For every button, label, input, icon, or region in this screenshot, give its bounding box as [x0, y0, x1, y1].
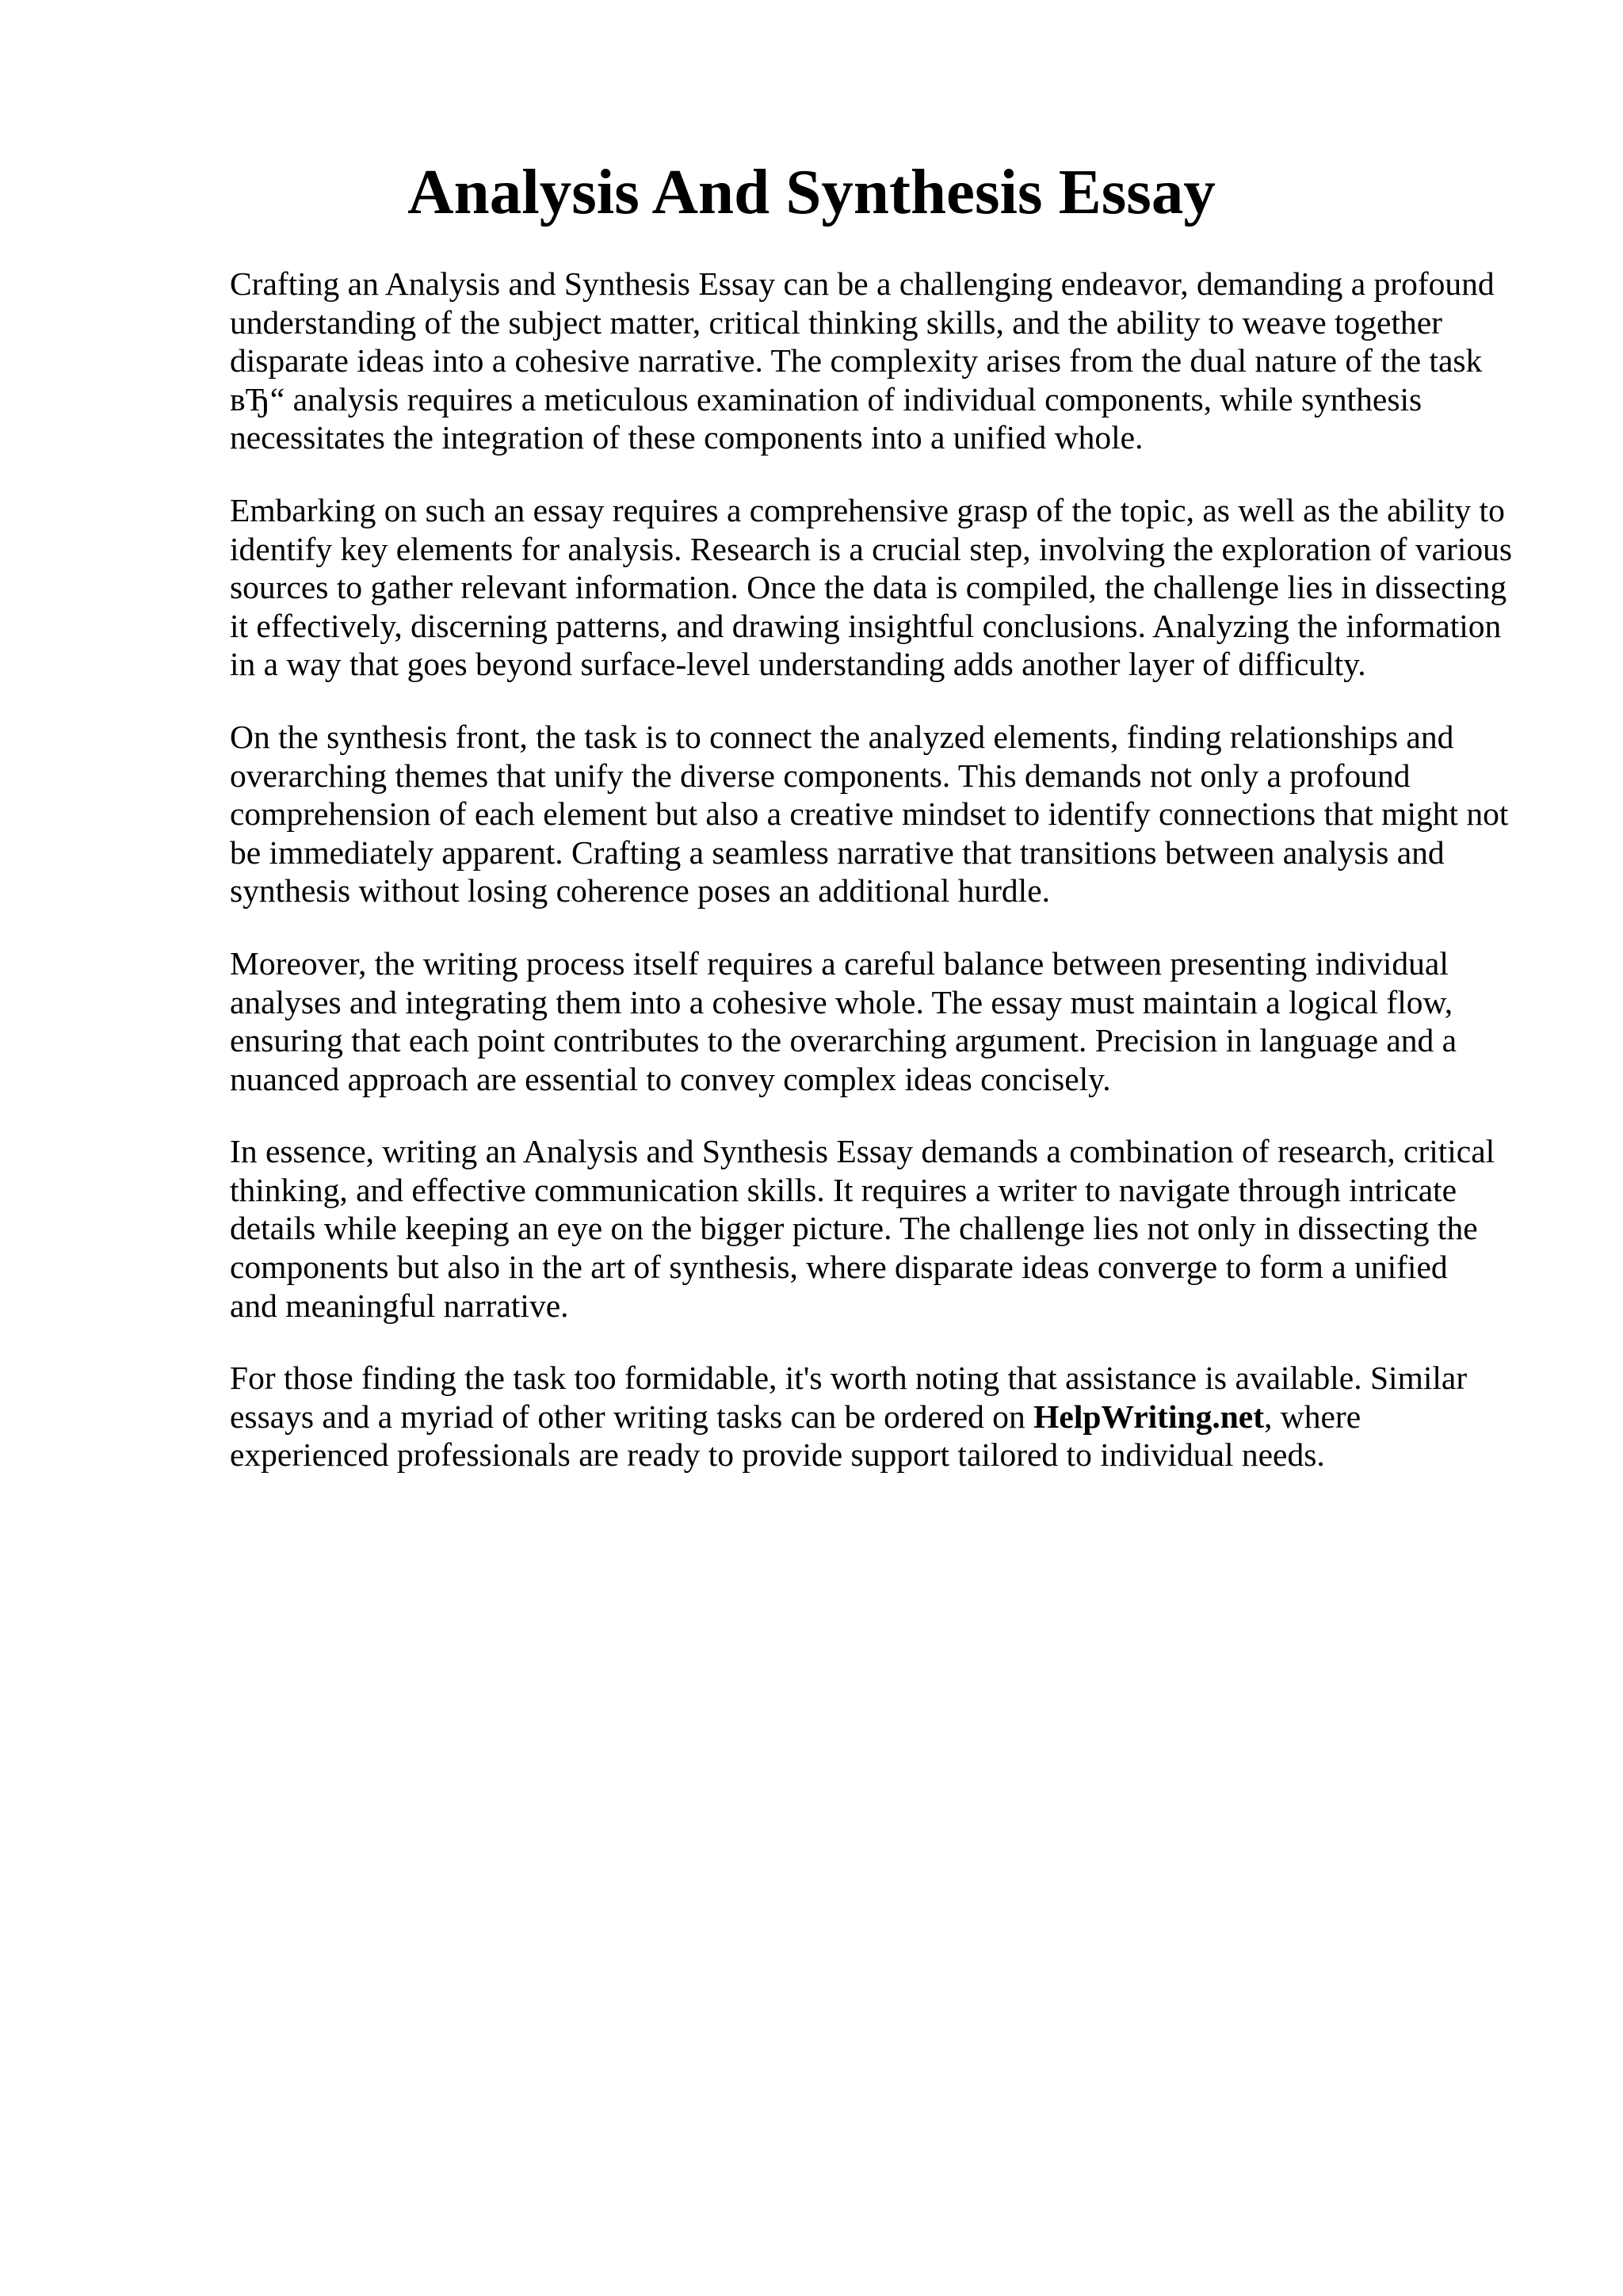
paragraph-line: and meaningful narrative. [230, 1287, 569, 1324]
paragraph-line: In essence, writing an Analysis and Synthesis Essay demands a combination of research, critical [230, 1133, 1495, 1170]
paragraph-line: comprehension of each element but also a creative mindset to identify connections that might not [230, 795, 1509, 833]
paragraph-line: Crafting an Analysis and Synthesis Essay can be a challenging endeavor, demanding a profound [230, 265, 1495, 302]
paragraph-line: in a way that goes beyond surface-level understanding adds another layer of difficulty. [230, 646, 1366, 683]
paragraph-line: nuanced approach are essential to convey complex ideas concisely. [230, 1060, 1111, 1097]
paragraph-line: On the synthesis front, the task is to connect the analyzed elements, finding relationships and [230, 718, 1454, 755]
paragraph-1 [230, 265, 1514, 457]
paragraph-2 [230, 491, 1514, 684]
closing-text-before-link: essays and a myriad of other writing tasks can be ordered on [230, 1398, 1034, 1435]
paragraph-4 [230, 944, 1514, 1098]
paragraph-3 [230, 718, 1514, 910]
paragraph-5 [230, 1132, 1514, 1325]
paragraph-line: experienced professionals are ready to provide support tailored to individual needs. [230, 1436, 1325, 1474]
paragraph-line: components but also in the art of synthesis, where disparate ideas converge to form a unified [230, 1249, 1448, 1286]
paragraph-line: details while keeping an eye on the bigger picture. The challenge lies not only in dissecting the [230, 1210, 1478, 1247]
closing-text-after-link: , where [1264, 1398, 1361, 1435]
paragraph-line [230, 1398, 1514, 1436]
paragraph-line: вЂ“ analysis requires a meticulous examination of individual components, while synthesis [230, 380, 1423, 418]
paragraph-line: thinking, and effective communication skills. It requires a writer to navigate through intricate [230, 1171, 1457, 1208]
paragraph-line: necessitates the integration of these components into a unified whole. [230, 419, 1144, 456]
paragraph-line: ensuring that each point contributes to the overarching argument. Precision in language and a [230, 1022, 1457, 1059]
document-title: Analysis And Synthesis Essay [407, 156, 1216, 227]
helpwriting-brand-name: HelpWriting.net [1033, 1398, 1265, 1435]
paragraph-line: analyses and integrating them into a cohesive whole. The essay must maintain a logical flow, [230, 983, 1453, 1020]
paragraph-line: understanding of the subject matter, critical thinking skills, and the ability to weave together [230, 303, 1442, 341]
paragraph-line: sources to gather relevant information. Once the data is compiled, the challenge lies in dissecting [230, 569, 1507, 606]
paragraph-line: it effectively, discerning patterns, and drawing insightful conclusions. Analyzing the information [230, 607, 1502, 644]
document-body [230, 265, 1514, 1508]
paragraph-line: For those finding the task too formidable, it's worth noting that assistance is available. Similar [230, 1360, 1468, 1397]
paragraph-line: Moreover, the writing process itself requires a careful balance between presenting individual [230, 944, 1449, 982]
paragraph-line: synthesis without losing coherence poses an additional hurdle. [230, 872, 1050, 910]
paragraph-line: identify key elements for analysis. Research is a crucial step, involving the exploration of various [230, 530, 1513, 567]
closing-paragraph [230, 1359, 1514, 1474]
paragraph-line: disparate ideas into a cohesive narrative. The complexity arises from the dual nature of the task [230, 342, 1483, 379]
paragraph-line: overarching themes that unify the diverse components. This demands not only a profound [230, 757, 1411, 794]
paragraph-line: Embarking on such an essay requires a comprehensive grasp of the topic, as well as the ability to [230, 491, 1505, 528]
paragraph-line: be immediately apparent. Crafting a seamless narrative that transitions between analysis and [230, 833, 1445, 871]
